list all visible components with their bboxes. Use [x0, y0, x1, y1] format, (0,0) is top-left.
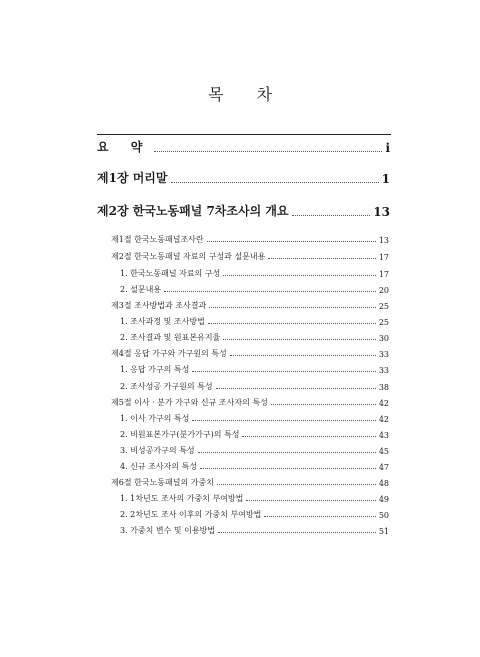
toc-leader-dots [192, 371, 375, 372]
toc-entry-label: 2. 비원표본가구(분가가구)의 특성 [120, 430, 240, 439]
toc-entry[interactable] [120, 378, 389, 392]
toc-page-number: 1 [381, 172, 390, 186]
toc-page-number: 43 [378, 431, 389, 440]
toc-entry-label: 2. 조사성공 가구원의 특성 [120, 382, 213, 391]
toc-leader-dots [246, 500, 375, 501]
toc-entry[interactable] [120, 426, 389, 440]
toc-entry[interactable] [120, 281, 389, 295]
toc-entry-label: 제2절 한국노동패널 자료의 구성과 설문내용 [111, 252, 266, 261]
toc-entry[interactable] [120, 506, 389, 520]
toc-leader-dots [242, 436, 375, 437]
toc-entry-label: 제5절 이사 · 분가 가구와 신규 조사자의 특성 [111, 398, 268, 407]
toc-leader-dots [192, 420, 375, 421]
toc-entry-label: 제3절 조사방법과 조사결과 [111, 301, 207, 310]
toc-leader-dots [208, 323, 376, 324]
toc-leader-dots [230, 355, 376, 356]
toc-entry[interactable] [111, 248, 389, 262]
page-title: 목 차 [208, 85, 286, 104]
toc-entry[interactable] [111, 394, 389, 408]
toc-leader-dots [209, 307, 376, 308]
toc-entry-label: 3. 가중치 변수 및 이용방법 [120, 526, 216, 535]
toc-leader-dots [264, 516, 375, 517]
toc-entry-label: 2. 설문내용 [120, 285, 162, 294]
toc-leader-dots [268, 258, 375, 259]
toc-page-number: 30 [378, 334, 389, 343]
toc-entry[interactable] [97, 205, 390, 219]
toc-page-number: 48 [378, 479, 389, 488]
toc-leader-dots [217, 484, 376, 485]
toc-entry[interactable] [97, 172, 390, 186]
toc-entry[interactable] [111, 231, 389, 245]
toc-page-number: 13 [373, 205, 390, 219]
toc-page-number: 50 [378, 511, 389, 520]
toc-entry[interactable] [120, 313, 389, 327]
toc-leader-dots [271, 404, 376, 405]
toc-leader-dots [223, 275, 376, 276]
toc-entry-label: 제1절 한국노동패널조사란 [111, 235, 204, 244]
toc-entry[interactable] [120, 410, 389, 424]
toc-page-number: 45 [378, 447, 389, 456]
toc-leader-dots [216, 388, 376, 389]
toc-leader-dots [223, 339, 376, 340]
toc-entry-label: 1. 이사 가구의 특성 [120, 414, 190, 423]
toc-page-number: 25 [378, 302, 389, 311]
toc-page-number: 17 [378, 253, 389, 262]
toc-entry[interactable] [97, 141, 390, 155]
toc-leader-dots [200, 468, 376, 469]
toc-leader-dots [218, 532, 376, 533]
toc-entry[interactable] [111, 345, 389, 359]
toc-entry-label: 제4절 응답 가구와 가구원의 특성 [111, 349, 227, 358]
toc-page-number: 47 [378, 463, 389, 472]
toc-page-number: 13 [378, 236, 389, 245]
toc-leader-dots [164, 291, 376, 292]
toc-entry[interactable] [120, 442, 389, 456]
toc-entry[interactable] [120, 458, 389, 472]
toc-leader-dots [198, 452, 376, 453]
toc-page-number: i [385, 141, 390, 155]
toc-entry-label: 1. 1차년도 조사의 가중치 부여방법 [120, 494, 244, 503]
toc-entry-label: 요 약 [97, 140, 152, 154]
toc-page-number: 17 [378, 270, 389, 279]
toc-page-number: 42 [378, 399, 389, 408]
toc-entry-label: 1. 한국노동패널 자료의 구성 [120, 269, 221, 278]
toc-entry[interactable] [120, 329, 389, 343]
toc-entry[interactable] [111, 297, 389, 311]
toc-entry-label: 4. 신규 조사자의 특성 [120, 462, 198, 471]
toc-page-number: 33 [378, 350, 389, 359]
toc-page-number: 49 [378, 495, 389, 504]
toc-page-number: 25 [378, 318, 389, 327]
toc-page-number: 20 [378, 286, 389, 295]
toc-leader-dots [171, 182, 379, 183]
toc-entry-label: 2. 조사결과 및 원표본유지율 [120, 333, 221, 342]
toc-leader-dots [292, 215, 371, 216]
toc-page-number: 33 [378, 366, 389, 375]
toc-entry[interactable] [120, 490, 389, 504]
toc-entry[interactable] [120, 361, 389, 375]
toc-leader-dots [207, 241, 376, 242]
toc-entry[interactable] [120, 522, 389, 536]
toc-entry-label: 1. 응답 가구의 특성 [120, 365, 190, 374]
toc-entry-label: 2. 2차년도 조사 이후의 가중치 부여방법 [120, 510, 262, 519]
toc-entry-label: 1. 조사과정 및 조사방법 [120, 317, 205, 326]
toc-entry-label: 제2장 한국노동패널 7차조사의 개요 [97, 204, 289, 218]
title-divider [97, 134, 391, 135]
toc-page-number: 51 [378, 527, 389, 536]
toc-entry-label: 3. 비성공가구의 특성 [120, 446, 195, 455]
toc-entry[interactable] [111, 474, 389, 488]
toc-leader-dots [154, 151, 382, 152]
toc-page-number: 38 [378, 383, 389, 392]
toc-entry-label: 제6절 한국노동패널의 가중치 [111, 478, 214, 487]
toc-entry-label: 제1장 머리말 [97, 171, 168, 185]
toc-entry[interactable] [120, 265, 389, 279]
toc-page-number: 42 [378, 415, 389, 424]
